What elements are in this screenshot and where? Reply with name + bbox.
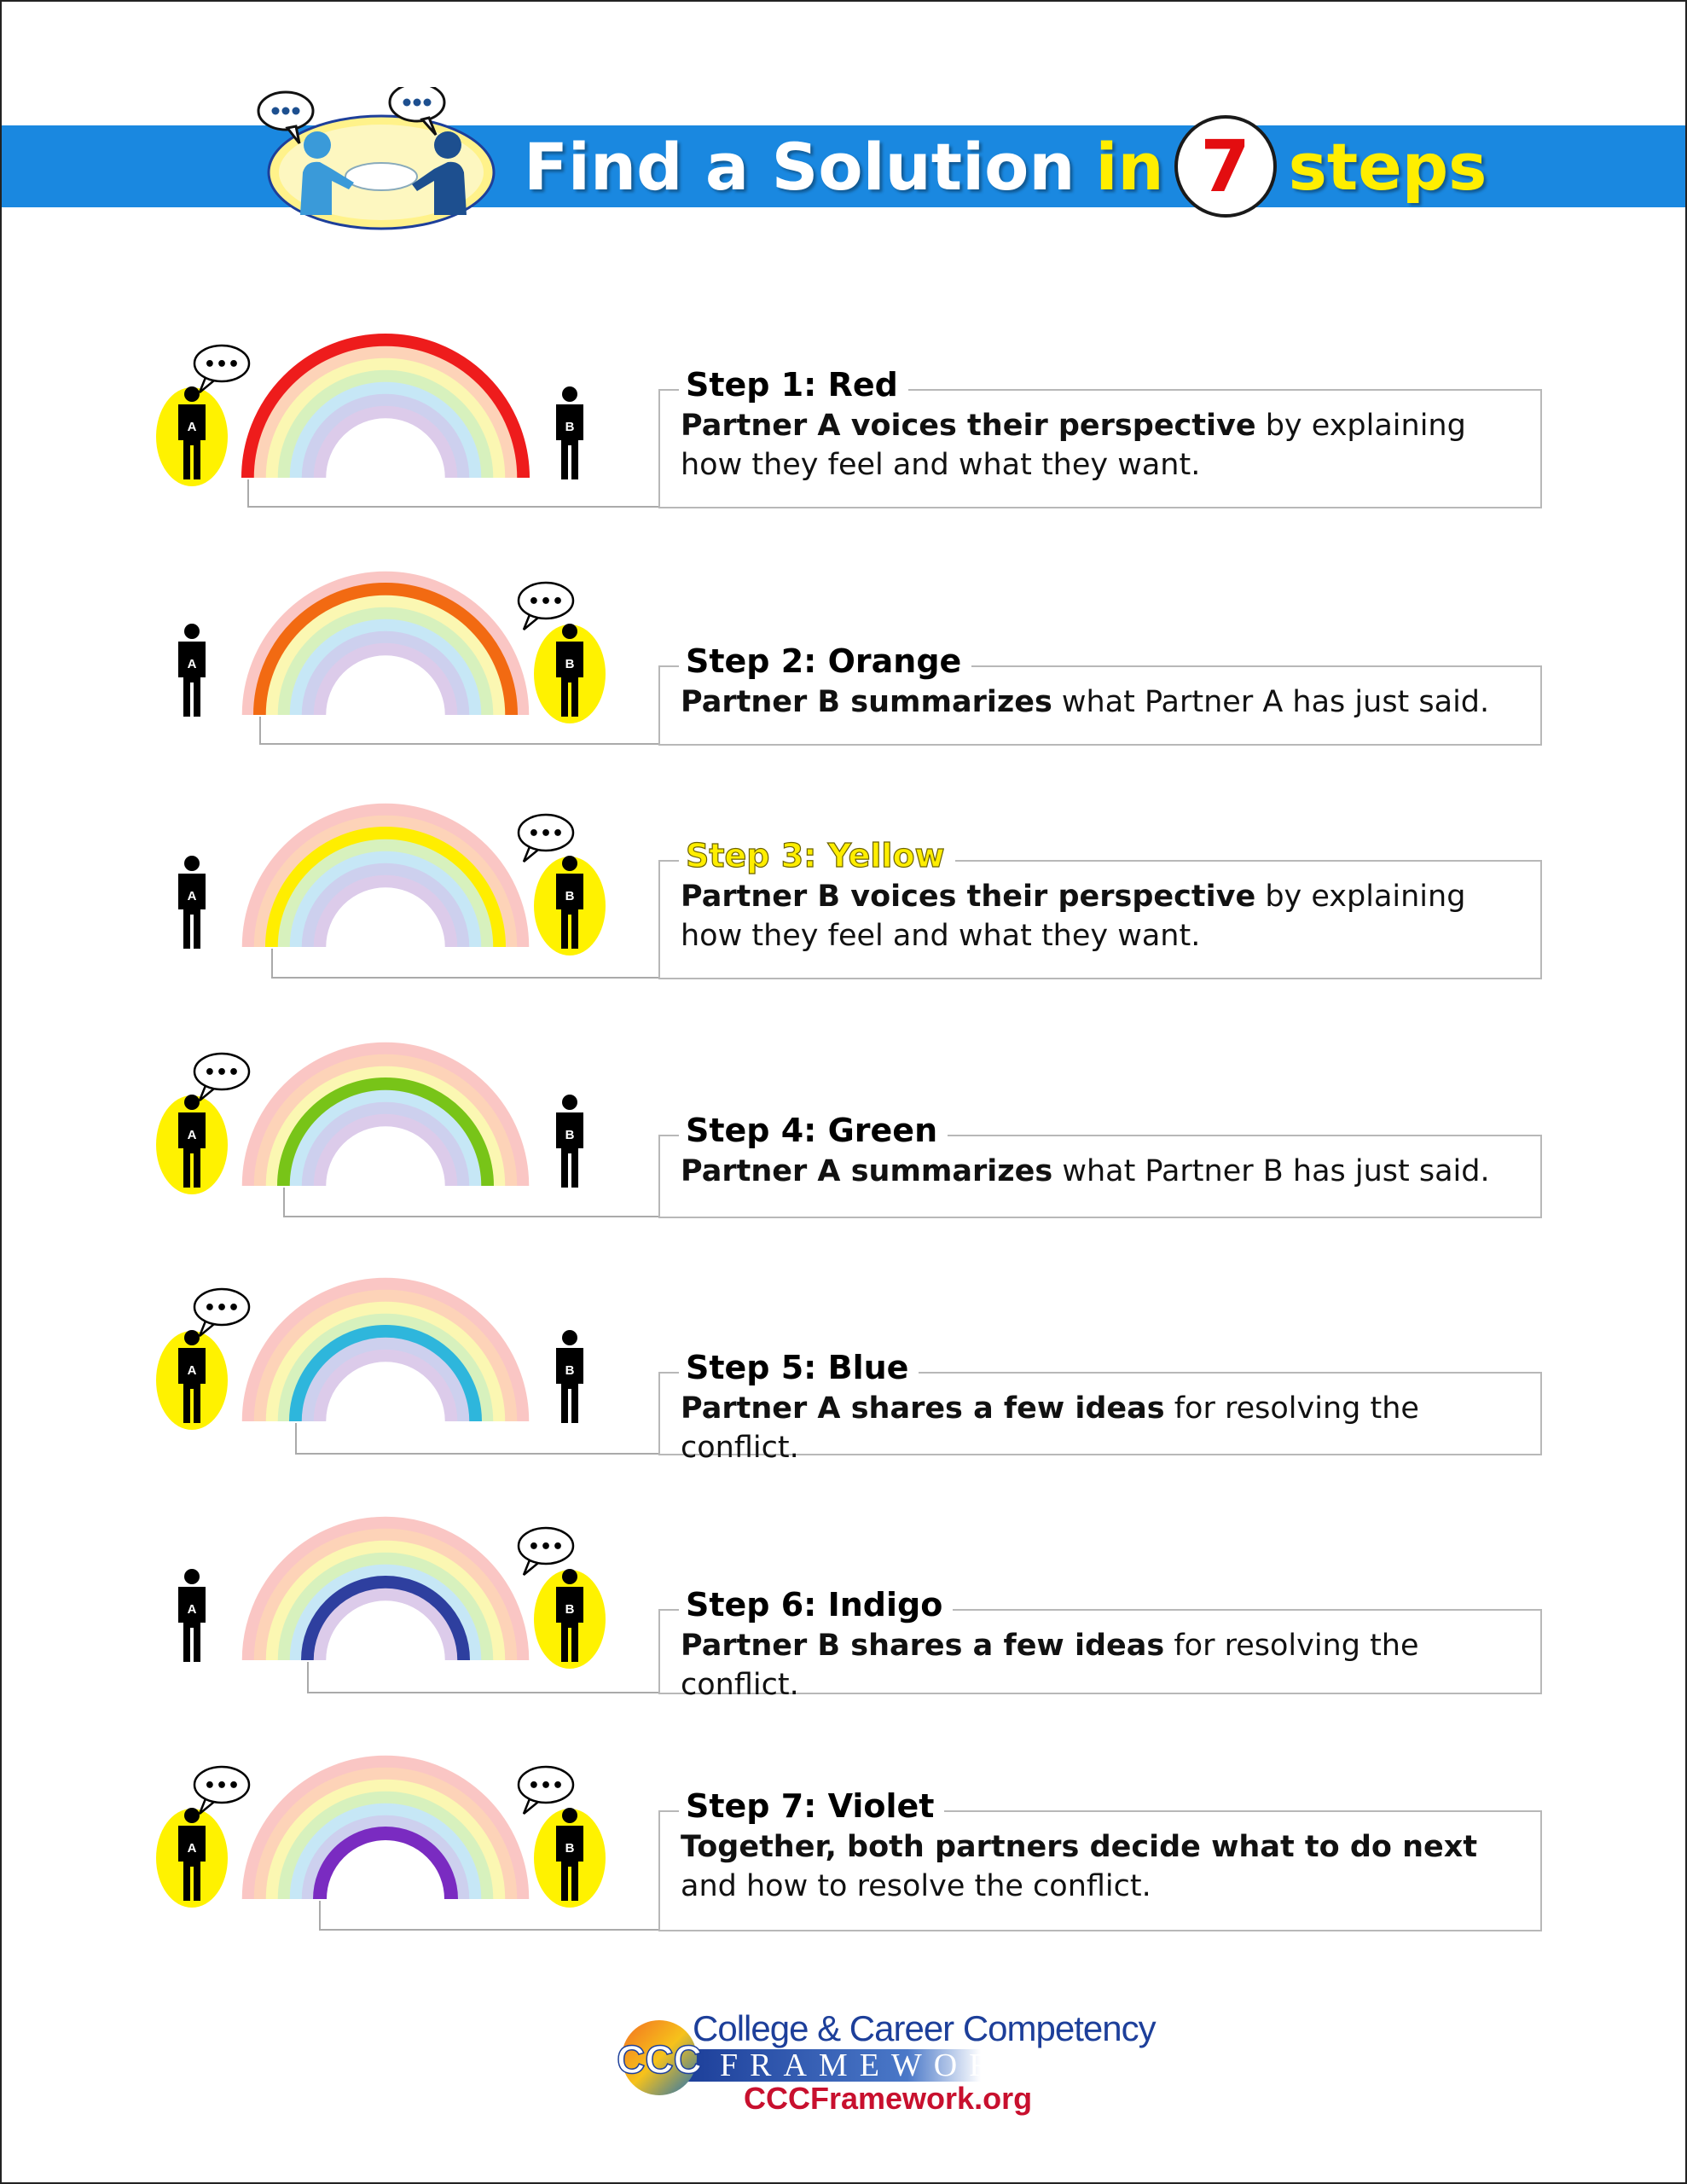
step-title: Step 4: Green (679, 1109, 948, 1152)
step-title: Step 7: Violet (679, 1785, 944, 1827)
footer-org-subtitle: FRAMEWORK (720, 2048, 1039, 2083)
partner-label: A (187, 420, 197, 434)
person-head-icon (184, 1808, 200, 1823)
rainbow-illustration (151, 1525, 629, 1696)
partner-a-figure (156, 386, 228, 486)
step-bold: Partner A shares a few ideas (681, 1391, 1165, 1426)
step-box (658, 1787, 1542, 1931)
speech-dots: ••• (203, 1062, 241, 1083)
person-body-icon (178, 874, 206, 949)
person-head-icon (184, 386, 200, 402)
speech-bubble-icon (519, 815, 573, 862)
speech-bubble-icon (519, 1767, 573, 1814)
person-head-icon (562, 386, 577, 402)
page-title (524, 125, 1487, 207)
rainbow-illustration (151, 580, 629, 751)
step-rest: for resolving the conflict. (681, 1391, 1419, 1465)
footer-url-link[interactable]: CCCFramework.org (744, 2081, 1033, 2116)
speech-bubble-icon (194, 1289, 249, 1336)
step-box (658, 1349, 1542, 1465)
step-rest: by explaining how they feel and what they want. (681, 880, 1466, 953)
partner-label: A (187, 1128, 197, 1142)
footer-org-name: College & Career Competency (693, 2008, 1156, 2048)
rainbow-band-7 (320, 1833, 451, 1899)
rainbow-illustration (151, 812, 629, 983)
step-bold: Partner A voices their perspective (681, 409, 1256, 443)
step-rest: and how to resolve the conflict. (681, 1869, 1151, 1903)
partner-a-figure (156, 1095, 228, 1194)
person-head-icon (562, 1330, 577, 1345)
step-description (681, 406, 1520, 485)
partner-b-figure (556, 1330, 583, 1423)
step-bold: Partner A summarizes (681, 1154, 1053, 1188)
speech-bubble-icon (194, 1767, 249, 1814)
person-head-icon (184, 856, 200, 871)
rainbow-illustration (151, 1051, 629, 1222)
title-steps: steps (1288, 128, 1487, 205)
speech-bubble-icon (194, 346, 249, 392)
partner-label: B (565, 889, 575, 903)
person-body-icon (556, 404, 583, 479)
step-bold: Partner B summarizes (681, 685, 1052, 719)
partner-label: B (565, 1841, 575, 1856)
step-description (681, 1626, 1520, 1705)
person-head-icon (562, 856, 577, 871)
step-description (681, 1389, 1520, 1467)
person-head-icon (184, 1569, 200, 1584)
step-rest: what Partner B has just said. (1052, 1154, 1490, 1188)
step-rest: for resolving the conflict. (681, 1629, 1419, 1702)
person-head-icon (562, 624, 577, 639)
speech-dots: ••• (527, 591, 565, 613)
step-bold: Partner B voices their perspective (681, 880, 1256, 914)
person-head-icon (562, 1569, 577, 1584)
step-rest: by explaining how they feel and what they want. (681, 409, 1466, 482)
partner-a-figure (156, 1330, 228, 1430)
person-body-icon (556, 1112, 583, 1188)
step-title: Step 2: Orange (679, 640, 971, 682)
person-head-icon (562, 1808, 577, 1823)
step-box (658, 366, 1542, 508)
partner-label: A (187, 1363, 197, 1378)
rainbow-illustration (151, 1764, 629, 1935)
speech-bubble-icon (519, 1528, 573, 1575)
partner-a-figure (178, 856, 206, 949)
person-body-icon (178, 1587, 206, 1662)
person-head-icon (184, 624, 200, 639)
step-title: Step 3: Yellow (679, 834, 955, 877)
partner-a-figure (178, 624, 206, 717)
partner-a-figure (178, 1569, 206, 1662)
speech-dots: ••• (527, 1775, 565, 1797)
partner-a-figure (156, 1808, 228, 1908)
partner-label: B (565, 1128, 575, 1142)
step-description (681, 1827, 1520, 1906)
person-head-icon (184, 1095, 200, 1110)
person-head-icon (562, 1095, 577, 1110)
partner-b-figure (534, 1569, 606, 1669)
rainbow-illustration (151, 1287, 629, 1457)
step-title: Step 1: Red (679, 363, 908, 406)
partner-label: B (565, 1602, 575, 1617)
step-title: Step 6: Indigo (679, 1583, 953, 1626)
partner-b-figure (534, 1808, 606, 1908)
partner-label: B (565, 657, 575, 671)
partner-b-figure (534, 624, 606, 723)
speech-bubble-icon (194, 1054, 249, 1101)
person-body-icon (178, 642, 206, 717)
step-count-badge: 7 (1174, 115, 1277, 218)
title-main: Find a Solution (524, 128, 1075, 205)
conversation-illustration-icon (253, 87, 496, 232)
speech-bubble-icon (519, 583, 573, 630)
step-box (658, 837, 1542, 979)
partner-label: B (565, 420, 575, 434)
step-description (681, 1152, 1520, 1191)
partner-label: B (565, 1363, 575, 1378)
step-description (681, 682, 1520, 722)
partner-b-figure (556, 386, 583, 479)
speech-dots: ••• (527, 1536, 565, 1558)
step-box (658, 1586, 1542, 1702)
title-in: in (1095, 128, 1164, 205)
speech-dots: ••• (527, 823, 565, 845)
speech-dots: ••• (203, 1775, 241, 1797)
speech-dots: ••• (203, 354, 241, 375)
step-bold: Together, both partners decide what to do next (681, 1830, 1478, 1864)
partner-label: A (187, 889, 197, 903)
person-head-icon (184, 1330, 200, 1345)
step-bold: Partner B shares a few ideas (681, 1629, 1165, 1663)
step-title: Step 5: Blue (679, 1346, 919, 1389)
partner-label: A (187, 1841, 197, 1856)
partner-b-figure (556, 1095, 583, 1188)
step-description (681, 877, 1520, 956)
person-body-icon (556, 1348, 583, 1423)
step-box (658, 642, 1542, 746)
step-box (658, 1112, 1542, 1218)
speech-dots: ••• (203, 1298, 241, 1319)
rainbow-illustration (151, 343, 629, 514)
step-rest: what Partner A has just said. (1052, 685, 1490, 719)
logo-mark: CCC (617, 2037, 702, 2082)
partner-label: A (187, 657, 197, 671)
partner-label: A (187, 1602, 197, 1617)
partner-b-figure (534, 856, 606, 956)
